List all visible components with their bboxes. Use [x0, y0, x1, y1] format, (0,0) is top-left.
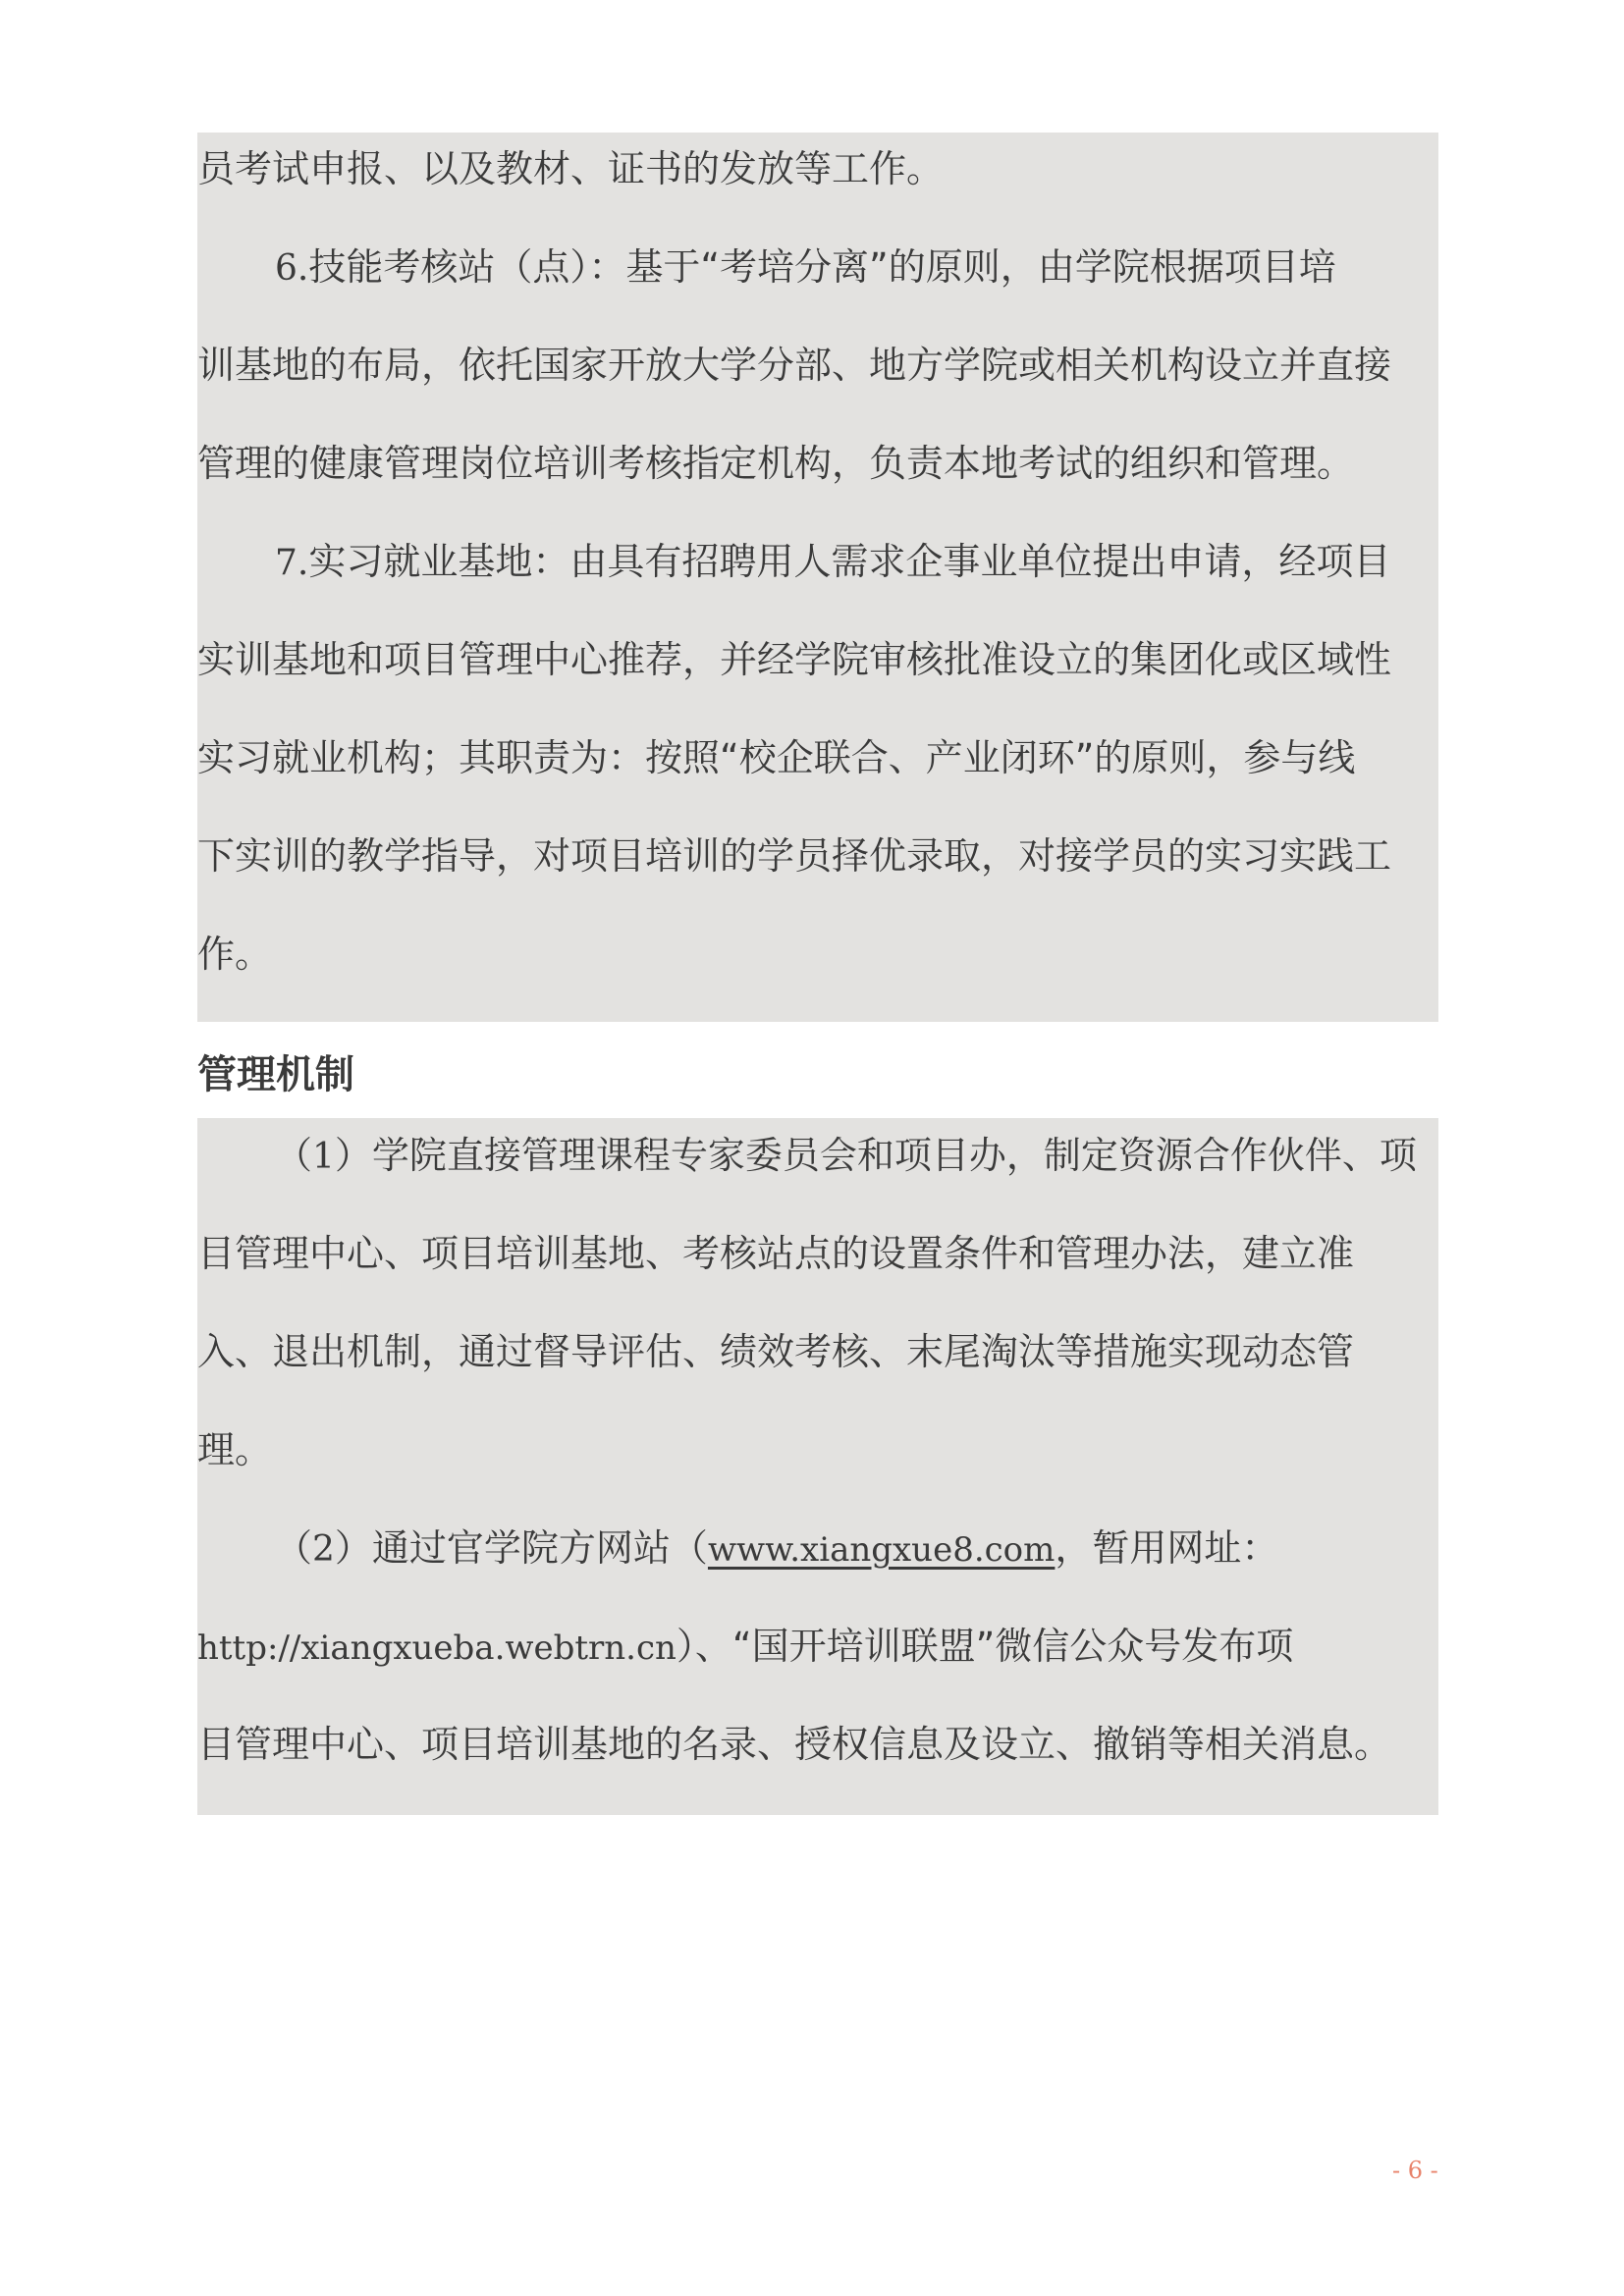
para-2-line-2-text: ）、“国开培训联盟”微信公众号发布项: [676, 1625, 1294, 1668]
item-7-text: 实习就业基地：由具有招聘用人需求企事业单位提出申请，经项目: [308, 540, 1391, 583]
para-2-line-2: [197, 1622, 1293, 1673]
item-6-text: 技能考核站（点）：基于“考培分离”的原则，由学院根据项目培: [308, 245, 1336, 289]
paren-open: （: [275, 1134, 313, 1177]
page-number: - 6 -: [1392, 2157, 1438, 2184]
shaded-section-2: [197, 1118, 1438, 1815]
item-6-number: 6.: [275, 248, 309, 289]
para-1-number: 1: [312, 1137, 335, 1177]
temporary-url: http://xiangxueba.webtrn.cn: [197, 1629, 677, 1668]
item-7-line-2: 实训基地和项目管理中心推荐，并经学院审核批准设立的集团化或区域性: [197, 638, 1392, 681]
website-link[interactable]: www.xiangxue8.com: [707, 1530, 1056, 1570]
paren-open: （: [275, 1526, 313, 1570]
para-2-line-1: [275, 1523, 1278, 1575]
para-2-number: 2: [312, 1529, 335, 1570]
item-7-line-5: 作。: [197, 933, 273, 976]
item-7-number: 7.: [275, 543, 309, 583]
item-6-line-1: [275, 242, 1336, 294]
para-1-line-4: 理。: [197, 1428, 273, 1471]
para-1-line-2: 目管理中心、项目培训基地、考核站点的设置条件和管理办法，建立准: [197, 1232, 1355, 1275]
item-6-line-3: 管理的健康管理岗位培训考核指定机构，负责本地考试的组织和管理。: [197, 442, 1355, 485]
section-heading: 管理机制: [197, 1052, 354, 1097]
item-7-line-1: [275, 537, 1390, 588]
para-2-line-3: 目管理中心、项目培训基地的名录、授权信息及设立、撤销等相关消息。: [197, 1723, 1392, 1766]
item-7-line-3: 实习就业机构；其职责为：按照“校企联合、产业闭环”的原则，参与线: [197, 736, 1356, 779]
para-2-text: ）通过官学院方网站（: [334, 1526, 708, 1570]
item-6-line-2: 训基地的布局，依托国家开放大学分部、地方学院或相关机构设立并直接: [197, 344, 1392, 387]
para-1-text: ）学院直接管理课程专家委员会和项目办，制定资源合作伙伴、项: [334, 1134, 1417, 1177]
para-2-text-after-link: ，暂用网址：: [1055, 1526, 1279, 1570]
para-1-line-1: [275, 1131, 1417, 1182]
item-7-line-4: 下实训的教学指导，对项目培训的学员择优录取，对接学员的实习实践工: [197, 834, 1392, 878]
paragraph-line: 员考试申报、以及教材、证书的发放等工作。: [197, 147, 945, 190]
para-1-line-3: 入、退出机制，通过督导评估、绩效考核、末尾淘汰等措施实现动态管: [197, 1330, 1355, 1373]
